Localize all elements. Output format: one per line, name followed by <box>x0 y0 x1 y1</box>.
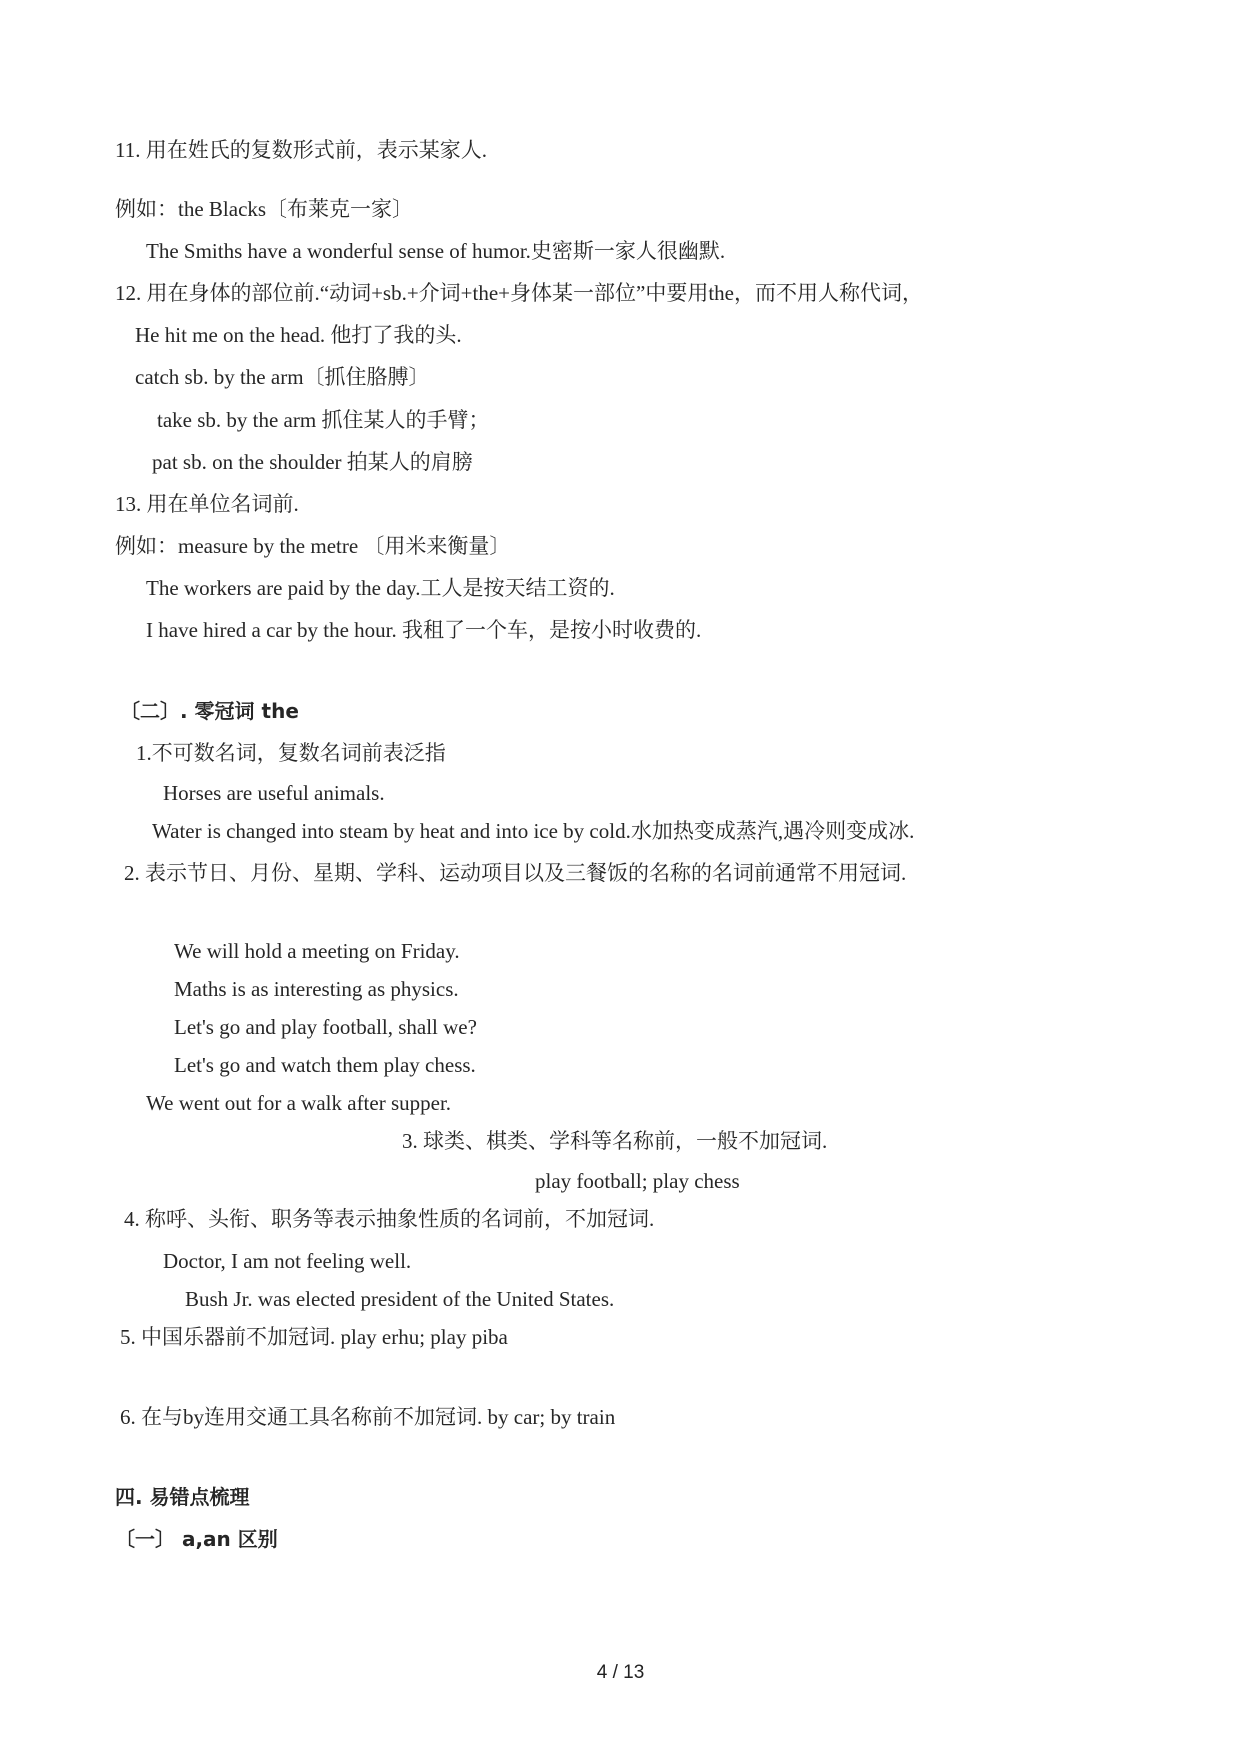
text-line: 13. 用在单位名词前. <box>115 492 299 516</box>
text-line: The Smiths have a wonderful sense of humor.史密斯一家人很幽默. <box>146 239 726 263</box>
text-line: play football; play chess <box>535 1169 740 1193</box>
text-line: Horses are useful animals. <box>163 781 385 805</box>
text-line: Let's go and play football, shall we? <box>174 1015 477 1039</box>
section-heading: 四. 易错点梳理 <box>115 1485 250 1509</box>
text-line: 4. 称呼、头衔、职务等表示抽象性质的名词前，不加冠词. <box>124 1207 655 1231</box>
text-line: catch sb. by the arm〔抓住胳膊〕 <box>135 365 430 389</box>
text-line: 例如：the Blacks〔布莱克一家〕 <box>115 197 414 221</box>
page-number: 4 / 13 <box>596 1662 645 1683</box>
text-line: The workers are paid by the day.工人是按天结工资的. <box>146 576 615 600</box>
text-line: We went out for a walk after supper. <box>146 1091 452 1115</box>
text-line: Let's go and watch them play chess. <box>174 1053 476 1077</box>
text-line: 3. 球类、棋类、学科等名称前，一般不加冠词. <box>402 1129 828 1153</box>
text-line: 5. 中国乐器前不加冠词. play erhu; play piba <box>120 1325 508 1349</box>
text-line: take sb. by the arm 抓住某人的手臂； <box>157 408 490 432</box>
text-line: Doctor, I am not feeling well. <box>163 1249 412 1273</box>
text-line: 例如：measure by the metre 〔用米来衡量〕 <box>115 534 511 558</box>
text-line: I have hired a car by the hour. 我租了一个车，是按小时收费的. <box>146 618 702 642</box>
subsection-heading: 〔一〕 a,an 区别 <box>115 1527 278 1551</box>
text-line: 2. 表示节日、月份、星期、学科、运动项目以及三餐饭的名称的名词前通常不用冠词. <box>124 861 907 885</box>
section-heading: 〔二〕. 零冠词 the <box>120 699 299 723</box>
text-line: 6. 在与by连用交通工具名称前不加冠词. by car; by train <box>120 1405 616 1429</box>
text-line: We will hold a meeting on Friday. <box>174 939 460 963</box>
text-line: 1.不可数名词，复数名词前表泛指 <box>136 741 446 765</box>
text-line: He hit me on the head. 他打了我的头. <box>135 323 462 347</box>
text-line: 11. 用在姓氏的复数形式前，表示某家人. <box>115 138 487 162</box>
text-line: Bush Jr. was elected president of the United States. <box>185 1287 615 1311</box>
text-line: Water is changed into steam by heat and into ice by cold.水加热变成蒸汽,遇冷则变成冰. <box>152 819 915 843</box>
text-line: Maths is as interesting as physics. <box>174 977 459 1001</box>
text-line: pat sb. on the shoulder 拍某人的肩膀 <box>152 450 473 474</box>
text-line: 12. 用在身体的部位前.“动词+sb.+介词+the+身体某一部位”中要用the，而不用人称代词， <box>115 281 923 305</box>
